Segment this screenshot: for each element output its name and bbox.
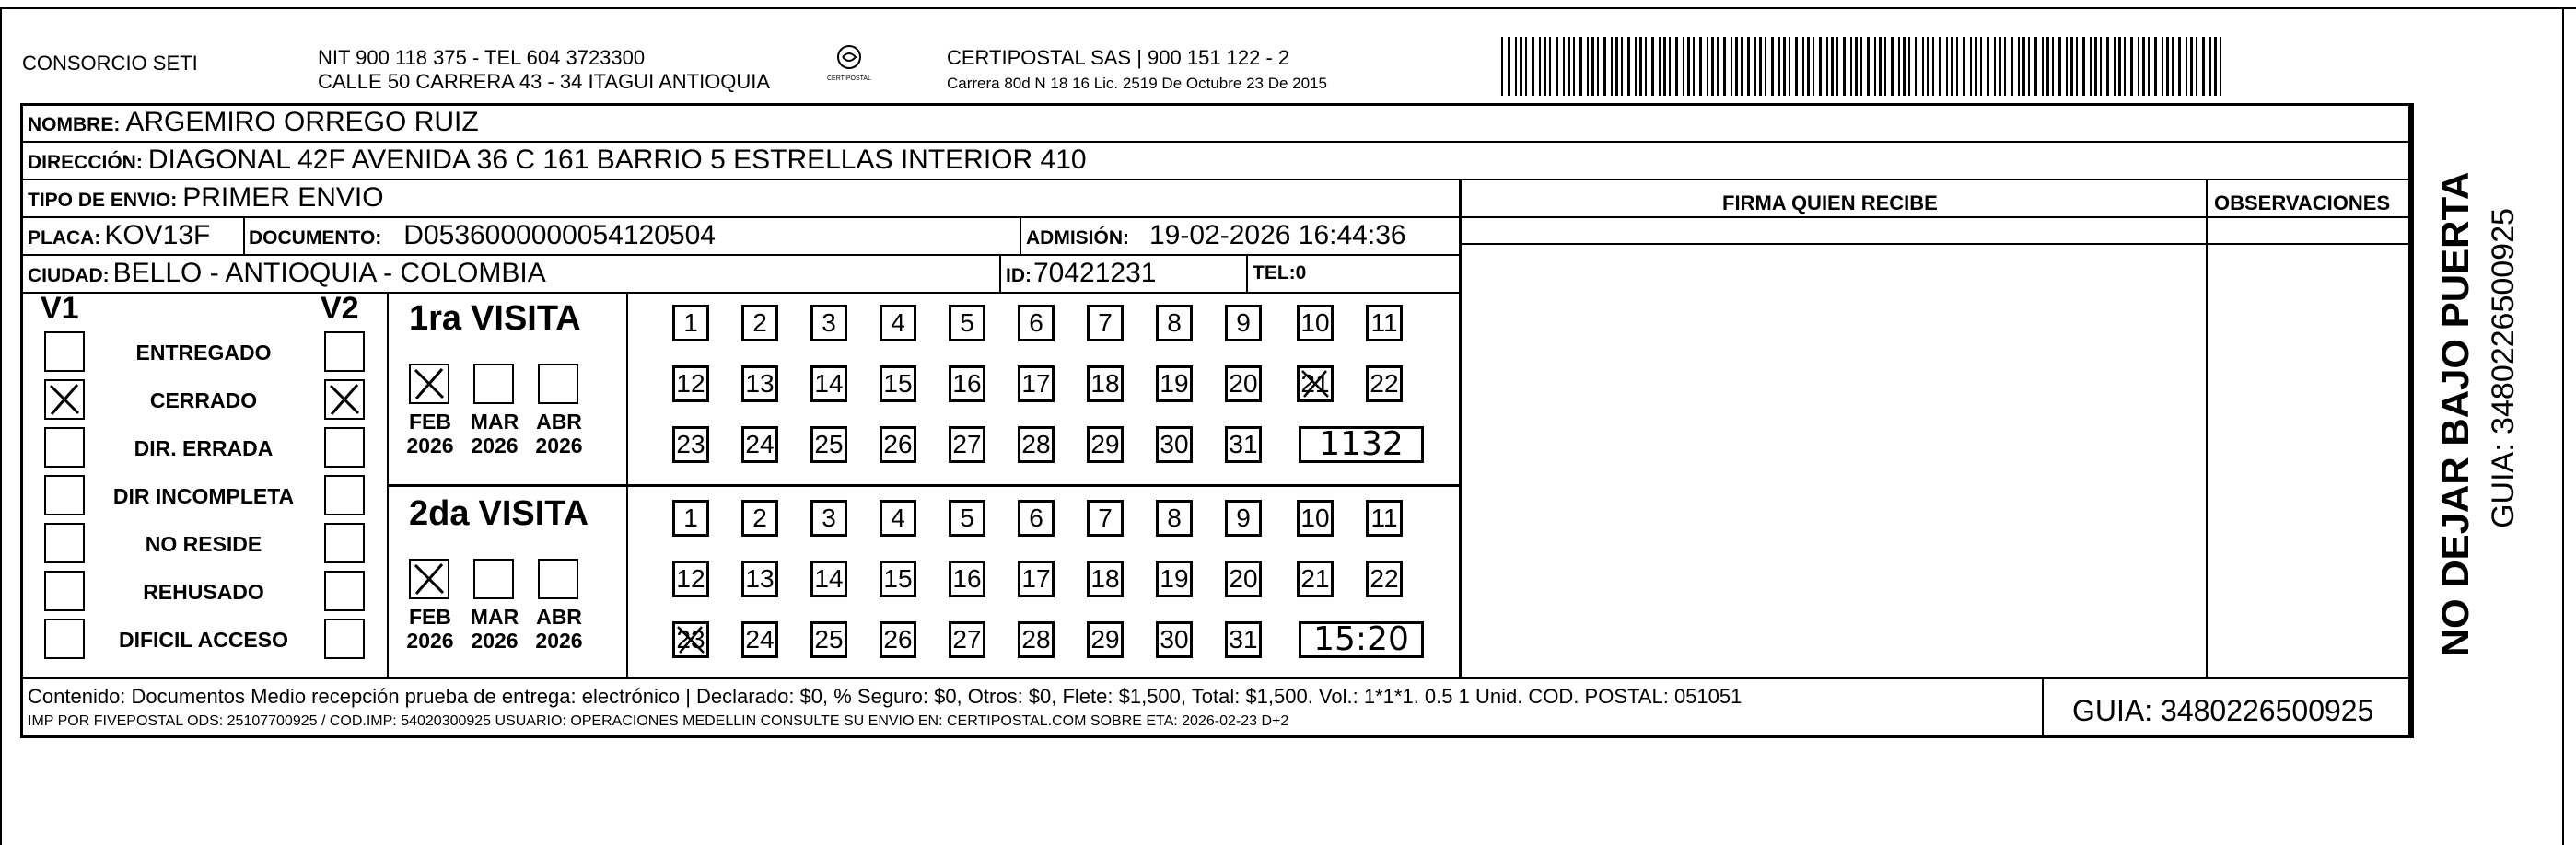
day-box[interactable]: 24 <box>741 426 778 463</box>
barcode-bar <box>1826 37 1828 96</box>
day-box[interactable]: 1 <box>672 305 709 341</box>
certipostal-logo <box>827 44 871 82</box>
barcode-bar <box>1987 37 1989 96</box>
barcode-bar <box>2142 37 2145 96</box>
day-box[interactable]: 7 <box>1087 305 1124 341</box>
day-box[interactable]: 29 <box>1087 426 1124 463</box>
admision-label: ADMISIÓN: <box>1026 227 1129 249</box>
day-box[interactable]: 11 <box>1366 305 1403 341</box>
barcode-bar <box>1939 37 1941 96</box>
barcode-bar <box>1611 37 1613 96</box>
barcode-bar <box>1707 37 1708 96</box>
barcode-bar <box>1639 37 1642 96</box>
placa-label: PLACA: <box>28 227 101 249</box>
row-divider <box>1459 243 2411 245</box>
v2-header: V2 <box>321 291 359 326</box>
month-label <box>527 410 591 458</box>
barcode-bar <box>1532 37 1534 96</box>
direccion-value: DIAGONAL 42F AVENIDA 36 C 161 BARRIO 5 ESTRELLAS INTERIOR 410 <box>147 145 1087 175</box>
barcode-bar <box>1568 37 1570 96</box>
barcode-bar <box>1759 37 1762 96</box>
day-box[interactable]: 26 <box>880 426 916 463</box>
visit-title <box>409 496 589 531</box>
barcode-bar <box>1635 37 1637 96</box>
barcode-bar <box>1879 37 1882 96</box>
barcode-bar <box>1579 37 1582 96</box>
v1-checkbox[interactable] <box>44 331 85 372</box>
side-guia: GUIA: 3480226500925 <box>2486 208 2521 528</box>
barcode-bar <box>1621 37 1623 96</box>
day-box[interactable]: 13 <box>741 365 778 402</box>
barcode-bar <box>1508 37 1510 96</box>
barcode-bar <box>1669 37 1671 96</box>
visit-title-word: VISITA <box>478 494 589 533</box>
barcode-bar <box>1855 37 1858 96</box>
no-dejar-warning: NO DEJAR BAJO PUERTA <box>2433 171 2477 657</box>
barcode-bar <box>2106 37 2109 96</box>
day-box[interactable]: 3 <box>810 305 847 341</box>
barcode-bar <box>1903 37 1906 96</box>
barcode-bar <box>1789 37 1790 96</box>
cell-divider <box>1246 254 1248 292</box>
barcode-bar <box>2220 37 2221 96</box>
footer-contenido: Contenido: Documentos Medio recepción prueba de entrega: electrónico | Declarado: $0, % Seguro: $0, Otros: $0, Flete: $1,500, Total: $1,500. Vol.: 1*1*1. 0.5 1 Unid. COD. POSTAL: 051051 <box>28 685 1743 708</box>
visit-title-word: VISITA <box>471 299 581 338</box>
barcode-bar <box>1831 37 1834 96</box>
barcode-bar <box>1687 37 1690 96</box>
day-box[interactable]: 15 <box>880 561 916 597</box>
documento-value: D0536000000054120504 <box>403 220 716 250</box>
day-box[interactable]: 5 <box>949 305 985 341</box>
barcode-bar <box>1747 37 1750 96</box>
barcode-bar <box>1813 37 1814 96</box>
barcode-bar <box>2209 37 2211 96</box>
barcode-bar <box>2154 37 2157 96</box>
barcode-bar <box>1587 37 1589 96</box>
day-box[interactable]: 28 <box>1018 621 1055 658</box>
barcode-bar <box>1807 37 1810 96</box>
barcode-bar <box>1819 37 1822 96</box>
barcode-bar <box>2028 37 2030 96</box>
barcode-bar <box>2066 37 2068 96</box>
barcode-bar <box>1946 37 1948 96</box>
barcode-bar <box>1683 37 1684 96</box>
admision-value: 19-02-2026 16:44:36 <box>1149 220 1406 250</box>
day-box[interactable]: 6 <box>1018 305 1055 341</box>
observaciones-header: OBSERVACIONES <box>2214 191 2391 214</box>
barcode-bar <box>1645 37 1647 96</box>
carrier-license: Carrera 80d N 18 16 Lic. 2519 De Octubre 23 De 2015 <box>947 75 1327 92</box>
v2-checkbox[interactable] <box>324 619 365 659</box>
barcode-bar <box>2214 37 2217 96</box>
month-name: ABR <box>536 410 582 434</box>
barcode-bar <box>2162 37 2163 96</box>
placa-value: KOV13F <box>104 220 211 250</box>
day-box[interactable]: 14 <box>810 561 847 597</box>
barcode-bar <box>1999 37 2001 96</box>
day-box[interactable]: 8 <box>1156 305 1193 341</box>
barcode-bar <box>2082 37 2085 96</box>
barcode-bar <box>1556 37 1558 96</box>
day-box[interactable]: 22 <box>1366 365 1403 402</box>
company-nit: NIT 900 118 375 - TEL 604 3723300 <box>318 46 646 69</box>
nombre-label: NOMBRE: <box>28 114 121 135</box>
v2-checkbox[interactable] <box>324 379 365 420</box>
visit-time: 1132 <box>1299 426 1424 463</box>
month-year: 2026 <box>535 629 583 654</box>
barcode-bar <box>1765 37 1766 96</box>
month-name: FEB <box>409 410 451 434</box>
month-year: 2026 <box>406 629 454 654</box>
company-address: CALLE 50 CARRERA 43 - 34 ITAGUI ANTIOQUIA <box>318 70 771 93</box>
status-label: NO RESIDE <box>145 532 262 556</box>
barcode-bar <box>1994 37 1996 96</box>
barcode-bar <box>1867 37 1870 96</box>
barcode-bar <box>2118 37 2121 96</box>
day-box[interactable]: 8 <box>1156 500 1193 537</box>
barcode-bar <box>1956 37 1958 96</box>
barcode-bar <box>1675 37 1678 96</box>
barcode-bar <box>2190 37 2193 96</box>
day-box[interactable]: 3 <box>810 500 847 537</box>
barcode-bar <box>1501 37 1503 96</box>
barcode-bar <box>2186 37 2187 96</box>
tel-value: 0 <box>1295 262 1307 284</box>
day-box[interactable]: 18 <box>1087 561 1124 597</box>
row-divider <box>20 216 2411 218</box>
day-box[interactable]: 18 <box>1087 365 1124 402</box>
logo-icon <box>831 44 868 74</box>
barcode-bar <box>1754 37 1756 96</box>
day-box[interactable]: 17 <box>1018 561 1055 597</box>
month-year: 2026 <box>406 434 454 458</box>
barcode-bar <box>1975 37 1977 96</box>
tipo-envio-value: PRIMER ENVIO <box>182 182 384 213</box>
page-right-edge <box>2562 7 2564 845</box>
barcode-bar <box>1915 37 1917 96</box>
barcode-bar <box>1932 37 1934 96</box>
day-box[interactable]: 4 <box>880 305 916 341</box>
day-box[interactable]: 30 <box>1156 426 1193 463</box>
status-label: ENTREGADO <box>135 341 272 365</box>
day-box[interactable]: 13 <box>741 561 778 597</box>
visit-title-number: 2da <box>409 494 470 533</box>
month-name: MAR <box>470 410 519 434</box>
barcode-bar <box>1951 37 1953 96</box>
day-box[interactable]: 10 <box>1297 305 1334 341</box>
documento-label: DOCUMENTO: <box>249 227 382 249</box>
v1-checkbox[interactable] <box>44 475 85 515</box>
barcode-bar <box>2172 37 2174 96</box>
month-label <box>462 605 527 654</box>
row-divider <box>20 141 2411 143</box>
month-label <box>398 605 462 654</box>
day-box[interactable]: 19 <box>1156 365 1193 402</box>
month-label <box>398 410 462 458</box>
barcode-bar <box>1659 37 1661 96</box>
day-box[interactable]: 9 <box>1225 500 1262 537</box>
tipo-envio-label: TIPO DE ENVIO: <box>28 190 178 211</box>
status-label: CERRADO <box>149 388 258 412</box>
barcode-bar <box>2166 37 2169 96</box>
barcode-bar <box>2058 37 2061 96</box>
barcode-bar <box>2196 37 2197 96</box>
barcode-bar <box>1802 37 1804 96</box>
day-box[interactable]: 27 <box>949 426 985 463</box>
day-box[interactable]: 23 <box>672 426 709 463</box>
day-box-marked[interactable]: 21 <box>1297 365 1334 402</box>
day-box-marked[interactable]: 23 <box>672 621 709 658</box>
barcode-bar <box>1544 37 1546 96</box>
barcode-bar <box>1539 37 1541 96</box>
month-name: FEB <box>409 605 451 629</box>
month-name: ABR <box>536 605 582 629</box>
barcode-bar <box>1908 37 1910 96</box>
day-box[interactable]: 25 <box>810 426 847 463</box>
row-divider <box>20 179 2411 180</box>
col-divider-guia <box>2042 679 2044 738</box>
footer-imp: IMP POR FIVEPOSTAL ODS: 25107700925 / COD.IMP: 54020300925 USUARIO: OPERACIONES MEDELLIN CONSULTE SU ENVIO EN: CERTIPOSTAL.COM SOBRE ETA: 2026-02-23 D+2 <box>28 713 1289 729</box>
day-box[interactable]: 24 <box>741 621 778 658</box>
barcode-bar <box>2018 37 2020 96</box>
day-box[interactable]: 20 <box>1225 365 1262 402</box>
day-box[interactable]: 10 <box>1297 500 1334 537</box>
barcode-bar <box>1699 37 1702 96</box>
v1-checkbox[interactable] <box>44 379 85 420</box>
day-box[interactable]: 2 <box>741 500 778 537</box>
firma-header: FIRMA QUIEN RECIBE <box>1722 191 1938 214</box>
day-box[interactable]: 16 <box>949 365 985 402</box>
day-box[interactable]: 15 <box>880 365 916 402</box>
barcode-bar <box>1520 37 1522 96</box>
status-label: REHUSADO <box>143 580 264 604</box>
barcode-bar <box>2052 37 2054 96</box>
barcode <box>1501 37 2229 96</box>
barcode-bar <box>2022 37 2025 96</box>
barcode-bar <box>1980 37 1982 96</box>
status-label: DIR. ERRADA <box>134 436 274 460</box>
barcode-bar <box>1717 37 1719 96</box>
barcode-bar <box>1651 37 1654 96</box>
day-box[interactable]: 1 <box>672 500 709 537</box>
col-divider-obs <box>2206 179 2208 677</box>
barcode-bar <box>1731 37 1732 96</box>
barcode-bar <box>1563 37 1565 96</box>
barcode-bar <box>2094 37 2097 96</box>
v2-checkbox[interactable] <box>324 475 365 515</box>
barcode-bar <box>1778 37 1780 96</box>
guia-box: GUIA: 3480226500925 <box>2072 694 2374 727</box>
barcode-bar <box>1515 37 1517 96</box>
v1-checkbox[interactable] <box>44 427 85 468</box>
day-box[interactable]: 19 <box>1156 561 1193 597</box>
row-divider <box>20 292 1462 294</box>
day-box[interactable]: 31 <box>1225 426 1262 463</box>
month-label <box>462 410 527 458</box>
barcode-bar <box>1627 37 1630 96</box>
logo-text: CERTIPOSTAL <box>827 75 871 82</box>
barcode-bar <box>1884 37 1886 96</box>
day-box[interactable]: 29 <box>1087 621 1124 658</box>
barcode-bar <box>1783 37 1786 96</box>
barcode-bar <box>1850 37 1852 96</box>
day-box[interactable]: 4 <box>880 500 916 537</box>
barcode-bar <box>1597 37 1599 96</box>
barcode-bar <box>1549 37 1551 96</box>
barcode-bar <box>2042 37 2044 96</box>
ciudad-value: BELLO - ANTIOQUIA - COLOMBIA <box>112 258 546 288</box>
barcode-bar <box>1795 37 1798 96</box>
visit-title-number: 1ra <box>409 299 462 338</box>
barcode-bar <box>1963 37 1965 96</box>
day-box[interactable]: 31 <box>1225 621 1262 658</box>
guia-box-bottom <box>2042 735 2414 736</box>
barcode-bar <box>1711 37 1714 96</box>
col-divider-firma <box>1459 179 1462 677</box>
status-label: DIFICIL ACCESO <box>118 628 288 652</box>
barcode-bar <box>1891 37 1894 96</box>
barcode-bar <box>2114 37 2116 96</box>
page-top-edge <box>0 7 2576 9</box>
row-divider <box>20 677 2411 679</box>
month-checkbox-mar[interactable] <box>473 364 514 404</box>
v1-checkbox[interactable] <box>44 619 85 659</box>
day-box[interactable]: 12 <box>672 561 709 597</box>
barcode-bar <box>1771 37 1774 96</box>
day-box[interactable]: 27 <box>949 621 985 658</box>
day-box[interactable]: 2 <box>741 305 778 341</box>
day-box[interactable]: 30 <box>1156 621 1193 658</box>
month-label <box>527 605 591 654</box>
barcode-bar <box>1591 37 1594 96</box>
day-box[interactable]: 6 <box>1018 500 1055 537</box>
barcode-bar <box>2034 37 2037 96</box>
day-box[interactable]: 26 <box>880 621 916 658</box>
visit-time: 15:20 <box>1299 621 1424 658</box>
nombre-value: ARGEMIRO ORREGO RUIZ <box>125 107 479 137</box>
day-box[interactable]: 7 <box>1087 500 1124 537</box>
v2-checkbox[interactable] <box>324 571 365 611</box>
barcode-bar <box>2178 37 2181 96</box>
barcode-bar <box>2004 37 2006 96</box>
barcode-bar <box>1927 37 1929 96</box>
barcode-bar <box>2124 37 2126 96</box>
id-label: ID: <box>1006 265 1032 286</box>
month-checkbox-abr[interactable] <box>538 559 578 599</box>
v2-checkbox[interactable] <box>324 523 365 563</box>
v1-checkbox[interactable] <box>44 571 85 611</box>
day-box[interactable]: 11 <box>1366 500 1403 537</box>
v1-header: V1 <box>41 291 79 326</box>
day-box[interactable]: 20 <box>1225 561 1262 597</box>
day-box[interactable]: 16 <box>949 561 985 597</box>
barcode-bar <box>2076 37 2078 96</box>
cell-divider <box>1020 216 1021 254</box>
cell-divider <box>999 254 1001 292</box>
month-name: MAR <box>470 605 519 629</box>
barcode-bar <box>1723 37 1726 96</box>
cell-divider <box>243 216 245 254</box>
day-box[interactable]: 22 <box>1366 561 1403 597</box>
month-year: 2026 <box>535 434 583 458</box>
barcode-bar <box>2202 37 2205 96</box>
barcode-bar <box>1843 37 1846 96</box>
month-year: 2026 <box>471 629 519 654</box>
barcode-bar <box>1860 37 1862 96</box>
barcode-bar <box>1898 37 1900 96</box>
barcode-bar <box>1922 37 1924 96</box>
month-checkbox-feb[interactable] <box>409 559 449 599</box>
barcode-bar <box>1741 37 1743 96</box>
barcode-bar <box>2138 37 2139 96</box>
day-box[interactable]: 5 <box>949 500 985 537</box>
day-box[interactable]: 17 <box>1018 365 1055 402</box>
v2-checkbox[interactable] <box>324 331 365 372</box>
tel-label: TEL: <box>1253 262 1296 284</box>
barcode-bar <box>2011 37 2013 96</box>
day-box[interactable]: 25 <box>810 621 847 658</box>
month-checkbox-feb[interactable] <box>409 364 449 404</box>
barcode-bar <box>1603 37 1606 96</box>
col-divider-right <box>2411 103 2414 738</box>
barcode-bar <box>1874 37 1876 96</box>
barcode-bar <box>1525 37 1527 96</box>
month-year: 2026 <box>471 434 519 458</box>
status-label: DIR INCOMPLETA <box>112 484 295 508</box>
day-box[interactable]: 21 <box>1297 561 1334 597</box>
ciudad-label: CIUDAD: <box>28 265 110 286</box>
barcode-bar <box>2090 37 2092 96</box>
company-name: CONSORCIO SETI <box>22 52 198 75</box>
barcode-bar <box>1970 37 1972 96</box>
page-left-edge <box>0 7 2 845</box>
month-checkbox-abr[interactable] <box>538 364 578 404</box>
barcode-bar <box>2130 37 2133 96</box>
month-checkbox-mar[interactable] <box>473 559 514 599</box>
barcode-bar <box>1573 37 1575 96</box>
v1-checkbox[interactable] <box>44 523 85 563</box>
visit-row-divider <box>387 484 1462 487</box>
day-box[interactable]: 9 <box>1225 305 1262 341</box>
day-box[interactable]: 28 <box>1018 426 1055 463</box>
barcode-bar <box>2046 37 2049 96</box>
barcode-bar <box>1735 37 1738 96</box>
barcode-bar <box>1615 37 1618 96</box>
day-box[interactable]: 14 <box>810 365 847 402</box>
v2-checkbox[interactable] <box>324 427 365 468</box>
barcode-bar <box>1693 37 1695 96</box>
direccion-label: DIRECCIÓN: <box>28 152 143 173</box>
visit-title <box>409 301 581 336</box>
barcode-bar <box>2148 37 2150 96</box>
barcode-bar <box>1663 37 1666 96</box>
barcode-bar <box>2070 37 2073 96</box>
carrier-name: CERTIPOSTAL SAS | 900 151 122 - 2 <box>947 46 1290 69</box>
barcode-bar <box>2100 37 2102 96</box>
barcode-bar <box>1836 37 1838 96</box>
id-value: 70421231 <box>1033 258 1157 288</box>
day-box[interactable]: 12 <box>672 365 709 402</box>
